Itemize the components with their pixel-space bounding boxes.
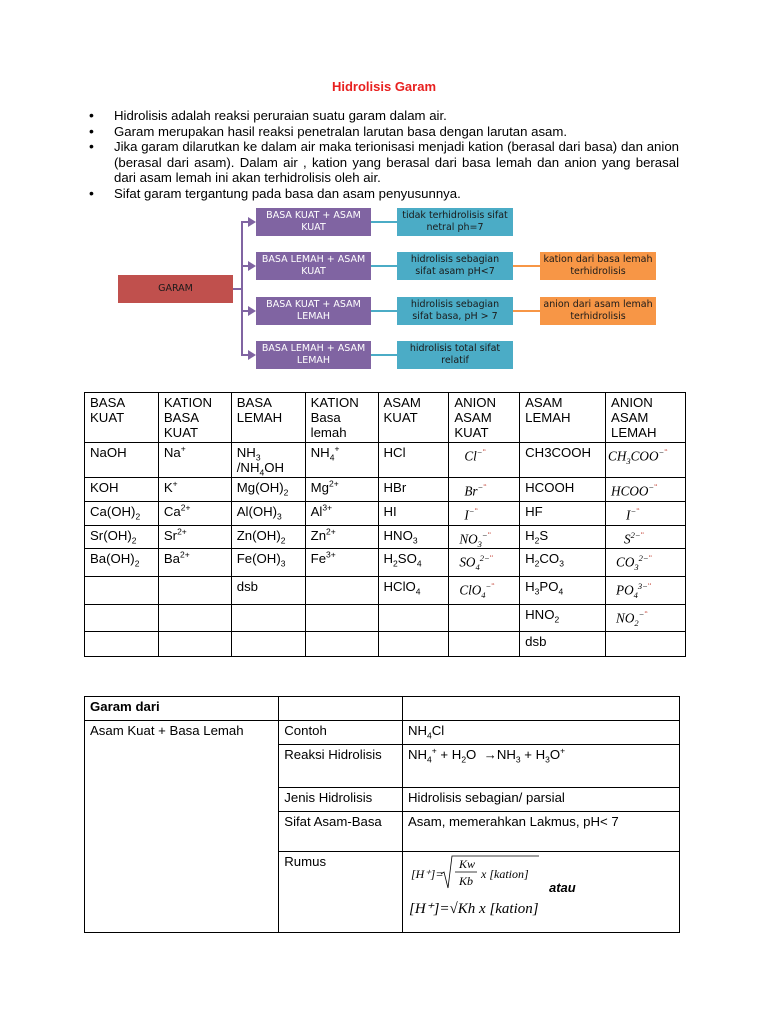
table-cell bbox=[85, 632, 159, 657]
table-cell bbox=[305, 605, 378, 632]
formula1-rhs: x [kation] bbox=[480, 867, 529, 881]
table-header-row bbox=[85, 393, 686, 443]
row-value: Hidrolisis sebagian/ parsial bbox=[402, 788, 679, 812]
row-value: Asam, memerahkan Lakmus, pH< 7 bbox=[402, 812, 679, 852]
header-basa-kuat: BASA KUAT bbox=[85, 393, 159, 443]
table-cell: $Ca(OH)_2$ bbox=[85, 502, 159, 526]
table-row bbox=[85, 577, 686, 605]
header-anion-asam-lemah: ANION ASAM LEMAH bbox=[606, 393, 686, 443]
table-cell bbox=[158, 605, 231, 632]
table-cell bbox=[449, 605, 520, 632]
table-row bbox=[85, 549, 686, 577]
diagram-root-garam: GARAM bbox=[118, 275, 233, 303]
table-cell: $CO_3^{2-‘‘}$ bbox=[606, 549, 686, 577]
table-cell bbox=[158, 577, 231, 605]
table-row bbox=[85, 502, 686, 526]
table-cell: HCOOH bbox=[520, 478, 606, 502]
header-asam-kuat: ASAM KUAT bbox=[378, 393, 449, 443]
diagram-note-box: anion dari asam lemah terhidrolisis bbox=[540, 297, 656, 325]
table-row bbox=[85, 605, 686, 632]
header-kation-basa-kuat: KATION BASA KUAT bbox=[158, 393, 231, 443]
row-label: Jenis Hidrolisis bbox=[279, 788, 403, 812]
table-cell bbox=[231, 632, 305, 657]
formula1-num: Kw bbox=[458, 857, 475, 871]
table-cell: HI bbox=[378, 502, 449, 526]
table-cell: $S^{2-‘‘}$ bbox=[606, 526, 686, 549]
table-row bbox=[85, 697, 680, 721]
table-cell: $Mg^{2+}$ bbox=[305, 478, 378, 502]
row-value: $NH_4Cl$ bbox=[402, 721, 679, 745]
table-cell: $H_2CO_3$ bbox=[520, 549, 606, 577]
table-cell bbox=[85, 577, 159, 605]
row-value: $NH_4^+ + H_2O \to NH_3 + H_3O^+$ bbox=[402, 745, 679, 788]
table-cell: dsb bbox=[231, 577, 305, 605]
diagram-type-box: BASA KUAT + ASAM KUAT bbox=[256, 208, 371, 236]
diagram-note-box: kation dari basa lemah terhidrolisis bbox=[540, 252, 656, 280]
table-row bbox=[85, 526, 686, 549]
table-cell: $Sr^{2+}$ bbox=[158, 526, 231, 549]
table-cell: $NH_3$ $/NH_4OH$ bbox=[231, 443, 305, 478]
salt-category: Asam Kuat + Basa Lemah bbox=[85, 721, 279, 933]
table-cell bbox=[305, 632, 378, 657]
table-cell: $Ba(OH)_2$ bbox=[85, 549, 159, 577]
table-row bbox=[85, 632, 686, 657]
table-cell: Br−‘‘ bbox=[449, 478, 520, 502]
formula1-lhs: [H⁺]= bbox=[410, 867, 444, 881]
row-label: Contoh bbox=[279, 721, 403, 745]
row-label: Reaksi Hidrolisis bbox=[279, 745, 403, 788]
table-cell: $CH_3COO^{-‘‘}$ bbox=[606, 443, 686, 478]
table-row bbox=[85, 478, 686, 502]
ion-table bbox=[84, 392, 686, 657]
table-cell: HClO$_4$ bbox=[378, 577, 449, 605]
table-cell bbox=[231, 605, 305, 632]
table-cell bbox=[85, 605, 159, 632]
diagram-result-box: hidrolisis sebagian sifat basa, pH > 7 bbox=[397, 297, 513, 325]
table-cell: $NO_3^{-‘‘}$ bbox=[449, 526, 520, 549]
diagram-result-box: hidrolisis sebagian sifat asam pH<7 bbox=[397, 252, 513, 280]
table-cell bbox=[279, 697, 403, 721]
table-cell: $PO_4^{3-‘‘}$ bbox=[606, 577, 686, 605]
table-cell: I−‘‘ bbox=[606, 502, 686, 526]
table-cell bbox=[606, 632, 686, 657]
table-cell: Cl−‘‘ bbox=[449, 443, 520, 478]
table-cell: HBr bbox=[378, 478, 449, 502]
table-cell: $Mg(OH)_2$ bbox=[231, 478, 305, 502]
table-cell: $Zn(OH)_2$ bbox=[231, 526, 305, 549]
table-cell: $HNO_3$ bbox=[378, 526, 449, 549]
row-label: Sifat Asam-Basa bbox=[279, 812, 403, 852]
table-cell bbox=[402, 697, 679, 721]
table-cell: $Fe(OH)_3$ bbox=[231, 549, 305, 577]
table-row bbox=[85, 443, 686, 478]
table-cell bbox=[449, 632, 520, 657]
table-cell: $Ba^{2+}$ bbox=[158, 549, 231, 577]
diagram-type-box: BASA LEMAH + ASAM KUAT bbox=[256, 252, 371, 280]
diagram-type-box: BASA KUAT + ASAM LEMAH bbox=[256, 297, 371, 325]
table-cell: $Fe^{3+}$ bbox=[305, 549, 378, 577]
bullet-item: • Garam merupakan hasil reaksi penetralan larutan basa dengan larutan asam. bbox=[89, 124, 679, 140]
row-label: Rumus bbox=[279, 852, 403, 933]
table-cell bbox=[378, 632, 449, 657]
header-basa-lemah: BASA LEMAH bbox=[231, 393, 305, 443]
table-cell: $NO_2^{-‘‘}$ bbox=[606, 605, 686, 632]
table-cell: Na+ bbox=[158, 443, 231, 478]
bullet-item: • Jika garam dilarutkan ke dalam air maka terionisasi menjadi kation (berasal dari basa) dan anion (berasal dari asam). Dalam air , kation yang berasal dari basa lemah dan anion yang berasal dari asam lemah ini akan terhidrolisis oleh air. bbox=[89, 139, 679, 186]
table-cell: $SO_4^{2-‘‘}$ bbox=[449, 549, 520, 577]
diagram-result-box: tidak terhidrolisis sifat netral ph=7 bbox=[397, 208, 513, 236]
header-asam-lemah: ASAM LEMAH bbox=[520, 393, 606, 443]
table-cell: KOH bbox=[85, 478, 159, 502]
table-cell bbox=[378, 605, 449, 632]
bullet-item: • Sifat garam tergantung pada basa dan asam penyusunnya. bbox=[89, 186, 679, 202]
table-cell: $NH_4^+$ bbox=[305, 443, 378, 478]
page-title: Hidrolisis Garam bbox=[331, 79, 437, 94]
diagram-result-box: hidrolisis total sifat relatif bbox=[397, 341, 513, 369]
table-cell: HCl bbox=[378, 443, 449, 478]
formula2: [H⁺]=√Kh x [kation] bbox=[408, 901, 539, 917]
table-cell: $Al(OH)_3$ bbox=[231, 502, 305, 526]
table-cell: NaOH bbox=[85, 443, 159, 478]
table-cell: K+ bbox=[158, 478, 231, 502]
formula1-den: Kb bbox=[458, 874, 473, 888]
table-cell: $Zn^{2+}$ bbox=[305, 526, 378, 549]
header-kation-basa-lemah: KATION Basa lemah bbox=[305, 393, 378, 443]
formula-cell bbox=[402, 852, 679, 933]
table-cell: $H_3PO_4$ bbox=[520, 577, 606, 605]
table-cell: $Al^{3+}$ bbox=[305, 502, 378, 526]
header-anion-asam-kuat: ANION ASAM KUAT bbox=[449, 393, 520, 443]
table-cell: $H_2S$ bbox=[520, 526, 606, 549]
table-cell: HF bbox=[520, 502, 606, 526]
bullet-list bbox=[89, 108, 679, 201]
salt-table-header: Garam dari bbox=[85, 697, 279, 721]
table-cell: dsb bbox=[520, 632, 606, 657]
atau-label: atau bbox=[548, 880, 576, 895]
table-cell: $HNO_2$ bbox=[520, 605, 606, 632]
table-cell bbox=[158, 632, 231, 657]
diagram-type-box: BASA LEMAH + ASAM LEMAH bbox=[256, 341, 371, 369]
bullet-item: • Hidrolisis adalah reaksi peruraian suatu garam dalam air. bbox=[89, 108, 679, 124]
salt-table bbox=[84, 696, 680, 933]
table-cell: CH3COOH bbox=[520, 443, 606, 478]
table-cell: $Ca^{2+}$ bbox=[158, 502, 231, 526]
table-cell: ClO$_4$−‘‘ bbox=[449, 577, 520, 605]
table-cell: $H_2SO_4$ bbox=[378, 549, 449, 577]
table-row bbox=[85, 721, 680, 745]
formula-graphic bbox=[403, 852, 679, 932]
table-cell: $Sr(OH)_2$ bbox=[85, 526, 159, 549]
table-cell: I−‘‘ bbox=[449, 502, 520, 526]
table-cell: HCOO−‘‘ bbox=[606, 478, 686, 502]
table-cell bbox=[305, 577, 378, 605]
